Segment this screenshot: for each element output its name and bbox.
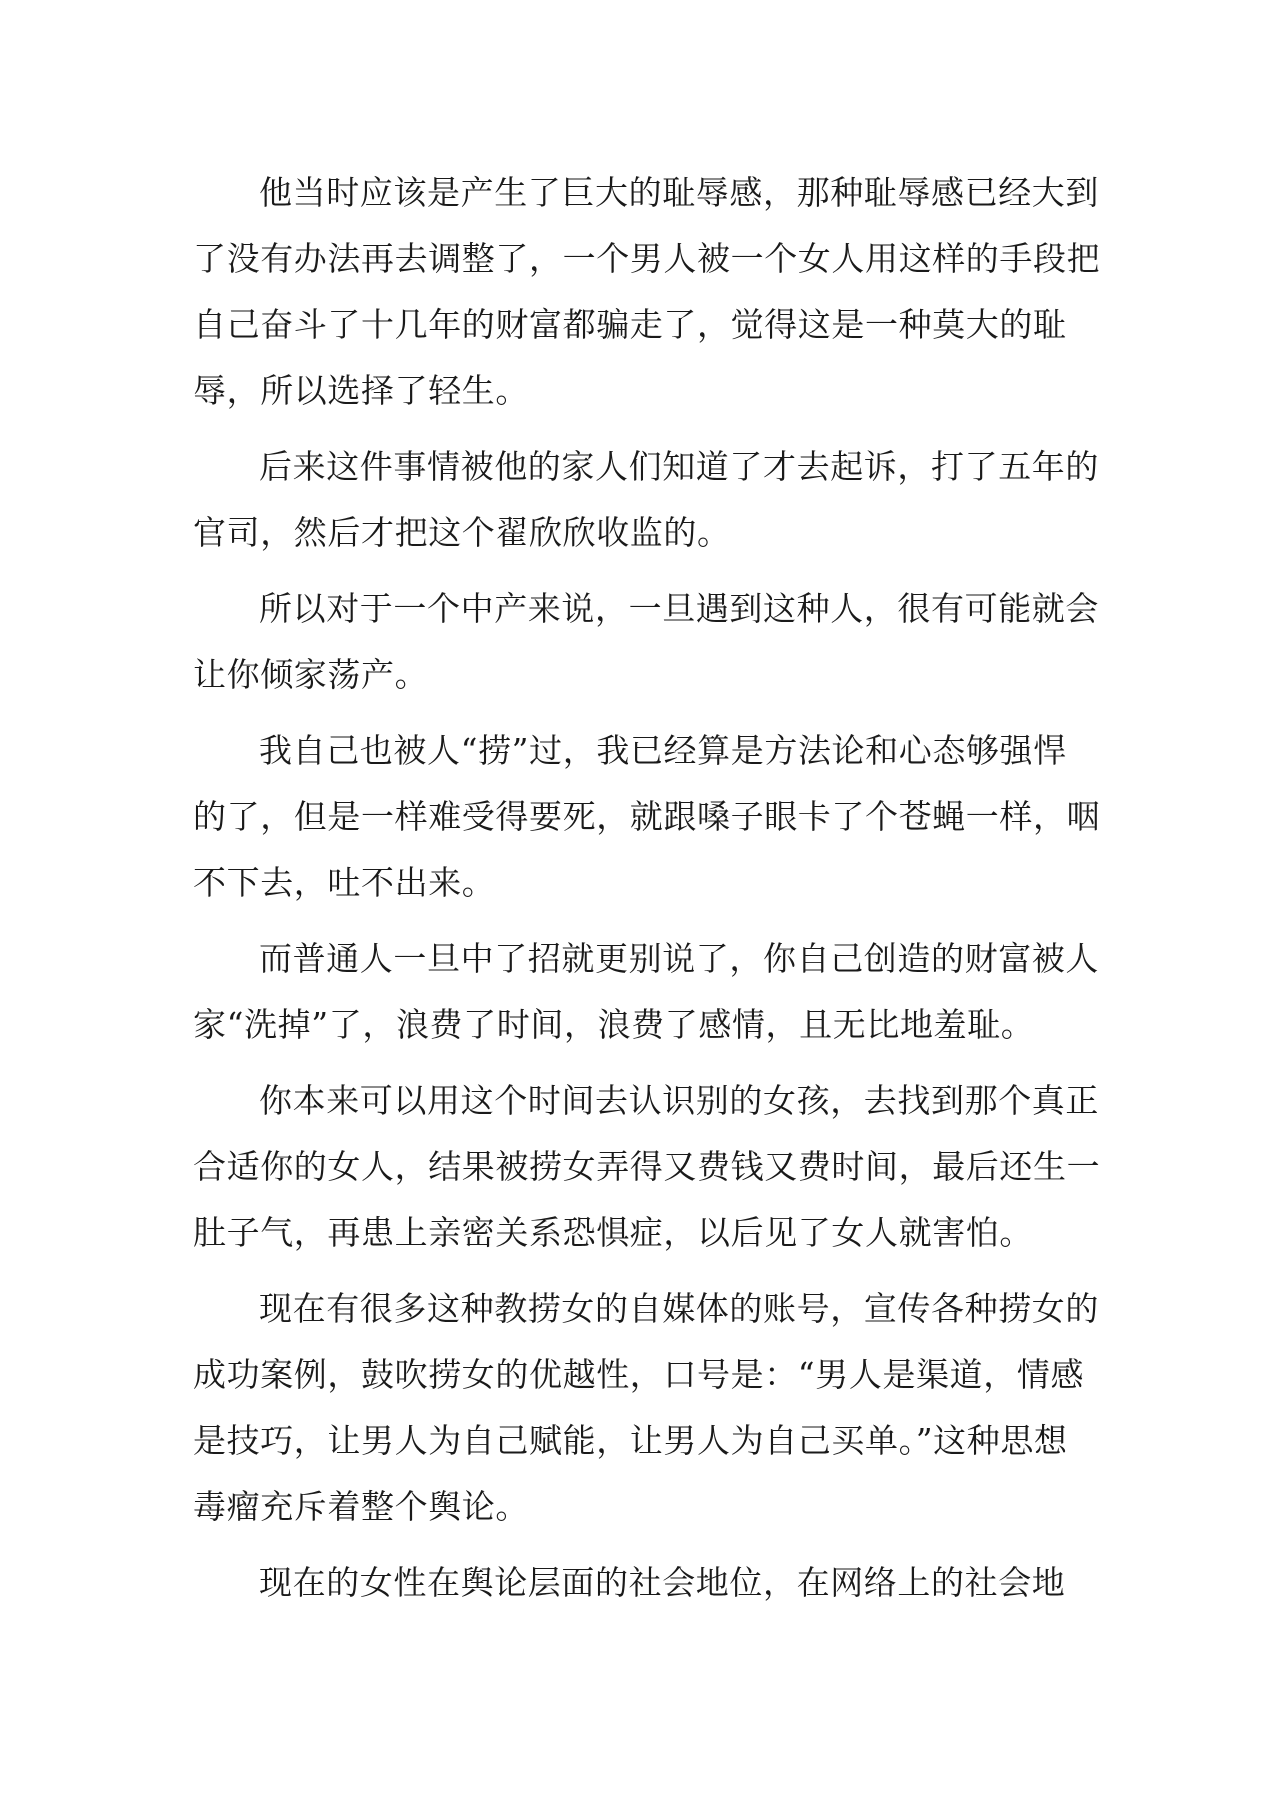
- paragraph: [193, 1276, 1099, 1540]
- text-line: 毒瘤充斥着整个舆论。: [193, 1487, 529, 1526]
- text-line: 让你倾家荡产。: [193, 655, 429, 694]
- paragraph: [193, 718, 1101, 916]
- paragraph: [193, 434, 1099, 566]
- paragraph: [193, 1550, 1085, 1616]
- text-line: 成功案例，鼓吹捞女的优越性，口号是：“男人是渠道，情感: [193, 1355, 1085, 1394]
- text-line: 所以对于一个中产来说，一旦遇到这种人，很有可能就会: [259, 589, 1099, 628]
- text-line: 合适你的女人，结果被捞女弄得又费钱又费时间，最后还生一: [193, 1147, 1101, 1186]
- text-line: 现在有很多这种教捞女的自媒体的账号，宣传各种捞女的: [259, 1289, 1099, 1328]
- paragraph: [193, 160, 1101, 424]
- text-line: 是技巧，让男人为自己赋能，让男人为自己买单。”这种思想: [193, 1421, 1068, 1460]
- body-text: [193, 160, 1101, 1626]
- text-line: 而普通人一旦中了招就更别说了，你自己创造的财富被人: [259, 939, 1099, 978]
- text-line: 我自己也被人“捞”过，我已经算是方法论和心态够强悍: [259, 731, 1067, 770]
- paragraph: [193, 1068, 1101, 1266]
- text-line: 自己奋斗了十几年的财富都骗走了，觉得这是一种莫大的耻: [193, 305, 1067, 344]
- text-line: 他当时应该是产生了巨大的耻辱感，那种耻辱感已经大到: [259, 173, 1099, 212]
- text-line: 家“洗掉”了，浪费了时间，浪费了感情，且无比地羞耻。: [193, 1005, 1035, 1044]
- text-line: 现在的女性在舆论层面的社会地位，在网络上的社会地: [259, 1563, 1066, 1602]
- text-line: 辱，所以选择了轻生。: [193, 371, 529, 410]
- text-line: 官司，然后才把这个翟欣欣收监的。: [193, 513, 731, 552]
- text-line: 不下去，吐不出来。: [193, 863, 496, 902]
- text-line: 了没有办法再去调整了，一个男人被一个女人用这样的手段把: [193, 239, 1101, 278]
- text-line: 的了，但是一样难受得要死，就跟嗓子眼卡了个苍蝇一样，咽: [193, 797, 1101, 836]
- paragraph: [193, 926, 1099, 1058]
- paragraph: [193, 576, 1099, 708]
- text-line: 肚子气，再患上亲密关系恐惧症，以后见了女人就害怕。: [193, 1213, 1033, 1252]
- text-line: 后来这件事情被他的家人们知道了才去起诉，打了五年的: [259, 447, 1099, 486]
- text-line: 你本来可以用这个时间去认识别的女孩，去找到那个真正: [259, 1081, 1099, 1120]
